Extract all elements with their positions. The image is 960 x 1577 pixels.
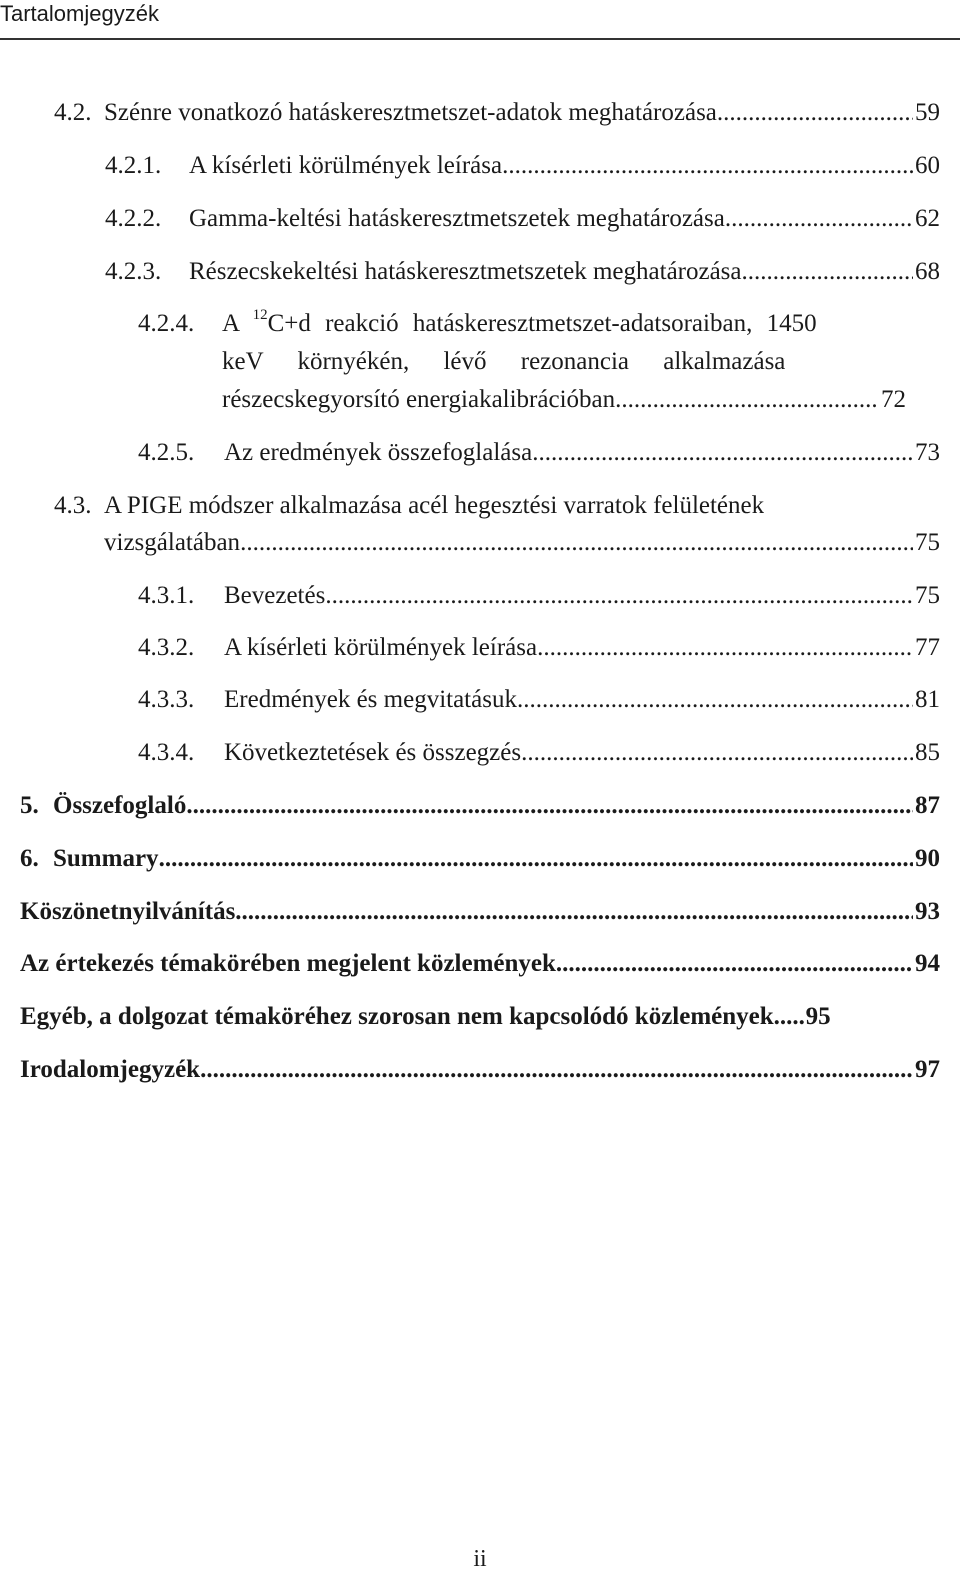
toc-entry-title-line-1 [222,308,906,340]
toc-leader [521,737,913,769]
toc-entry-page: 73 [915,439,940,466]
toc-leader [200,1054,913,1086]
toc-leader [556,948,913,980]
toc-entry-page: 94 [915,950,940,977]
toc-entry-title: Gamma-keltési hatáskeresztmetszetek meghatározása [189,205,725,232]
toc-entry[interactable] [20,843,940,875]
toc-entry-number: 4.2. [54,99,92,126]
toc-entry-page: 62 [915,205,940,232]
toc-entry[interactable] [54,490,940,559]
toc-entry-page: 59 [915,99,940,126]
toc-entry-number: 4.3.1. [138,582,195,609]
toc-entry-number: 6. [20,845,39,872]
toc-leader [240,527,913,559]
toc-entry-number: 4.3.3. [138,686,195,713]
toc-entry[interactable] [20,1001,940,1033]
toc-entry[interactable] [105,256,940,288]
toc-entry-number: 4.2.2. [105,205,162,232]
toc-entry-title: Eredmények és megvitatásuk [224,686,517,713]
toc-entry-number: 4.3.2. [138,634,195,661]
toc-leader [325,580,913,612]
toc-entry-title-line-3: részecskegyorsító energiakalibrációban [222,386,616,413]
toc-entry[interactable] [138,632,940,664]
toc-entry-page: 97 [915,1056,940,1083]
toc-entry-title: A kísérleti körülmények leírása [224,634,538,661]
toc-entry[interactable] [138,308,906,416]
isotope-mass-number: 12 [252,307,268,323]
toc-entry-page: 90 [915,845,940,872]
toc-entry-title: Összefoglaló [53,792,187,819]
toc-entry[interactable] [138,580,940,612]
toc-leader [742,256,913,288]
toc-entry-title: A kísérleti körülmények leírása [189,152,503,179]
toc-leader [159,843,913,875]
toc-entry-title: Szénre vonatkozó hatáskeresztmetszet-adatok meghatározása [104,99,717,126]
toc-entry-title-line-2: vizsgálatában [104,529,241,556]
toc-entry-page: 72 [881,386,906,413]
toc-leader [517,684,913,716]
toc-entry-title: Summary [53,845,159,872]
toc-leader [235,896,913,928]
toc-leader [725,203,913,235]
toc-entry-page: 60 [915,152,940,179]
toc-entry-page: 68 [915,258,940,285]
toc-entry-page: 95 [805,1003,831,1030]
toc-entry-number: 4.2.5. [138,439,195,466]
toc-entry-page: 93 [915,898,940,925]
toc-entry[interactable] [54,97,940,129]
toc-entry[interactable] [20,948,940,980]
toc-entry-title-prefix: A [222,310,241,337]
toc-leader [186,790,913,822]
toc-entry-number: 4.3. [54,492,92,519]
toc-entry[interactable] [20,790,940,822]
toc-entry-title: Egyéb, a dolgozat témaköréhez szorosan nem kapcsolódó közlemények [20,1003,774,1030]
toc-leader [502,150,913,182]
toc-entry[interactable] [138,437,940,469]
toc-entry[interactable] [20,896,940,928]
toc-entry-title: Részecskekeltési hatáskeresztmetszetek meghatározása [189,258,742,285]
toc-entry-title-line-2: keV környékén, lévő rezonancia alkalmazása [222,348,786,375]
toc-leader [774,1001,804,1033]
toc-entry-title: Az értekezés témakörében megjelent közlemények [20,950,556,977]
toc-entry-page: 75 [915,529,940,556]
toc-entry[interactable] [138,684,940,716]
toc-entry[interactable] [105,203,940,235]
toc-leader [532,437,913,469]
toc-entry-title: Köszönetnyilvánítás [20,898,236,925]
toc-entry-number: 4.2.1. [105,152,162,179]
toc-entry-title: Következtetések és összegzés [224,739,522,766]
toc-entry-number: 4.2.4. [138,310,195,337]
toc-entry-title: Bevezetés [224,582,326,609]
toc-entry-page: 81 [915,686,940,713]
toc-entry-page: 77 [915,634,940,661]
toc-entry-title-line-1: A PIGE módszer alkalmazása acél hegesztési varratok felületének [104,492,765,519]
toc-entry-page: 75 [915,582,940,609]
toc-entry-title: Az eredmények összefoglalása [224,439,533,466]
toc-entry-number: 5. [20,792,39,819]
toc-entry[interactable] [105,150,940,182]
toc-entry-number: 4.3.4. [138,739,195,766]
header-title: Tartalomjegyzék [0,1,159,26]
toc-entry-page: 87 [915,792,940,819]
toc-entry[interactable] [138,737,940,769]
toc-entry-number: 4.2.3. [105,258,162,285]
toc-leader [717,97,913,129]
toc-leader [537,632,913,664]
toc-leader [615,384,879,416]
toc-entry-title: Irodalomjegyzék [20,1056,201,1083]
toc-entry-title-rest: C+d reakció hatáskeresztmetszet-adatsoraiban, 1450 [267,310,817,337]
toc-entry-page: 85 [915,739,940,766]
page-number: ii [473,1546,487,1572]
toc-entry[interactable] [20,1054,940,1086]
